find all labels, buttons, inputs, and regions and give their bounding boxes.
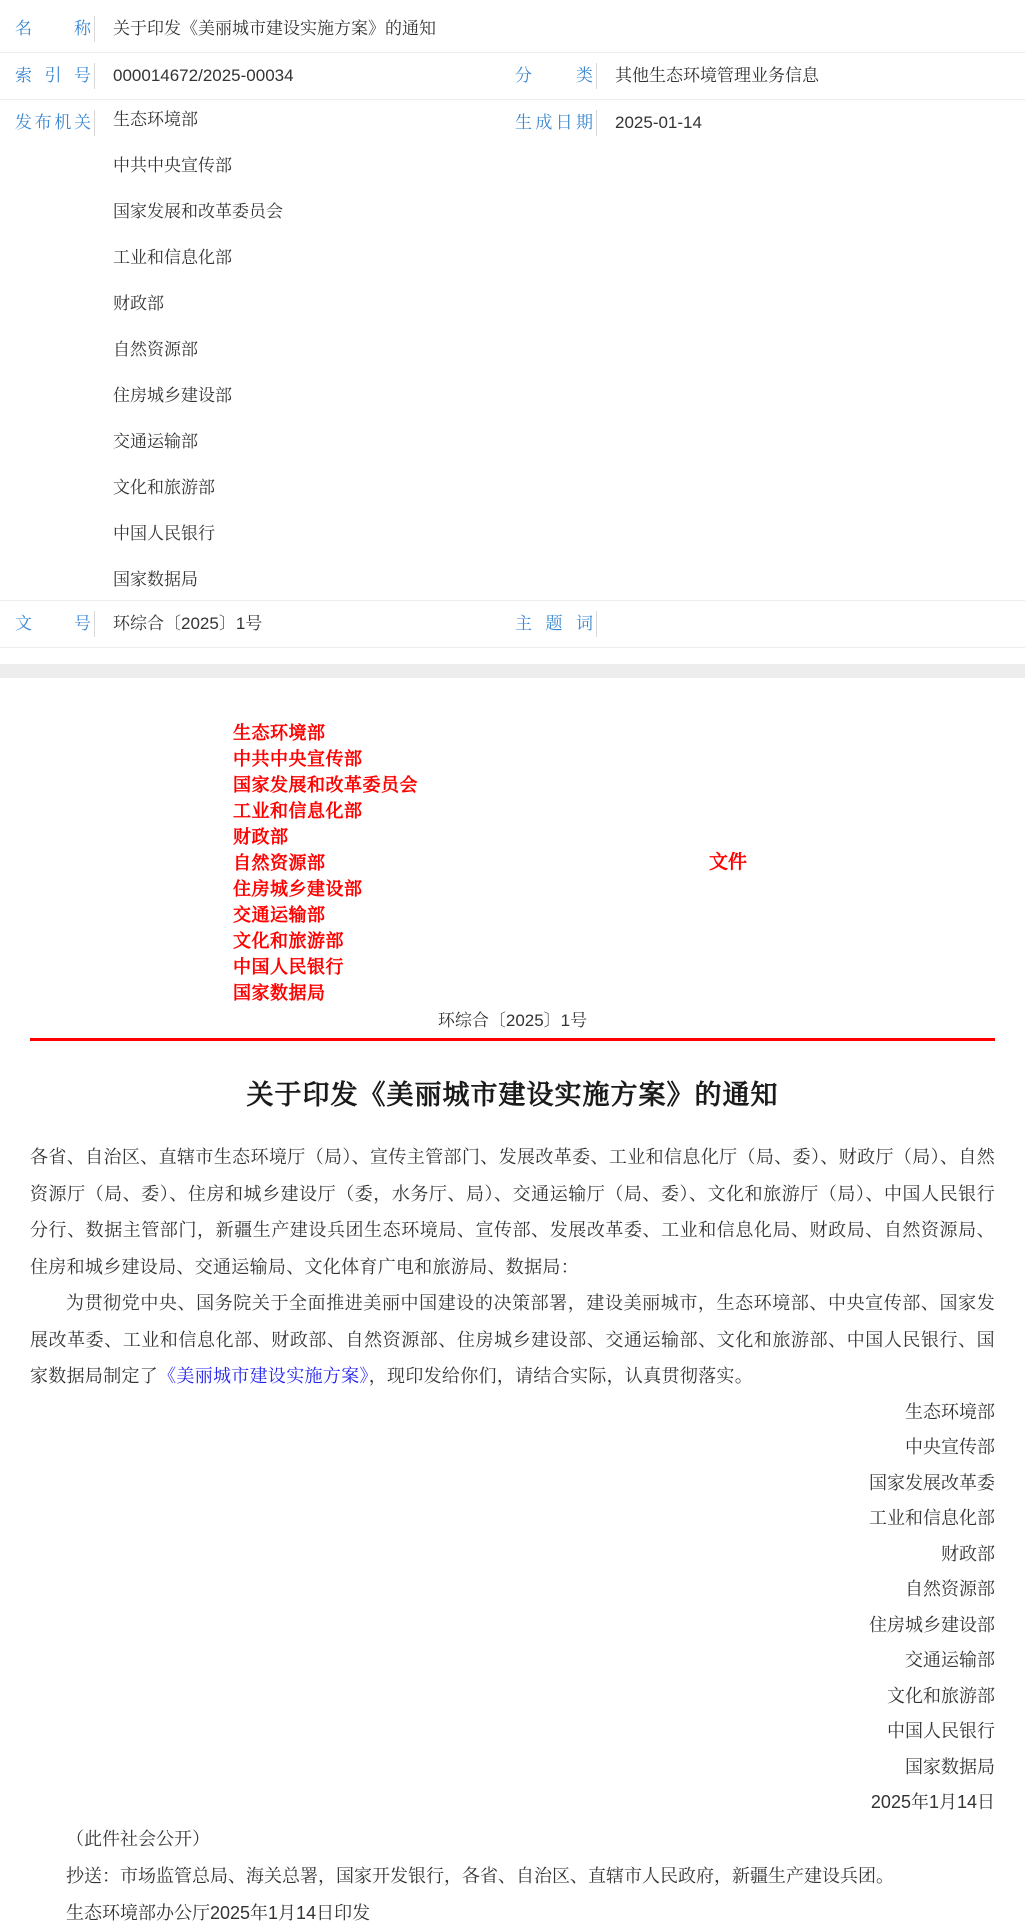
index-value: 000014672/2025-00034 bbox=[113, 66, 294, 85]
document-body bbox=[0, 720, 1025, 1932]
doc-number: 环综合〔2025〕1号 bbox=[437, 1011, 588, 1030]
signature-date: 2025年1月14日 bbox=[870, 1792, 995, 1812]
meta-row-index-category bbox=[0, 52, 1025, 99]
public-note: （此件社会公开） bbox=[66, 1828, 210, 1849]
index-cell bbox=[0, 63, 500, 89]
list-item: 生态环境部 bbox=[113, 110, 198, 129]
meta-row-name bbox=[0, 6, 1025, 52]
list-item: 工业和信息化部 bbox=[113, 248, 232, 267]
list-item: 国家数据局 bbox=[233, 983, 326, 1003]
list-item: 国家发展和改革委员会 bbox=[233, 775, 418, 795]
list-item: 中国人民银行 bbox=[233, 957, 344, 977]
list-item: 财政部 bbox=[941, 1543, 995, 1564]
meta-row-docnum-subject bbox=[0, 600, 1025, 647]
category-label: 分类 bbox=[515, 66, 593, 85]
red-rule bbox=[30, 1038, 995, 1041]
implementation-plan-link[interactable]: 《美丽城市建设实施方案》 bbox=[158, 1366, 369, 1386]
docnum-cell bbox=[0, 611, 500, 637]
date-label: 生成日期 bbox=[515, 113, 593, 132]
category-cell bbox=[500, 63, 1025, 89]
list-item: 生态环境部 bbox=[233, 723, 326, 743]
list-item: 中共中央宣传部 bbox=[233, 749, 363, 769]
list-item: 财政部 bbox=[233, 827, 289, 847]
list-item: 中共中央宣传部 bbox=[113, 156, 232, 175]
letterhead bbox=[30, 720, 995, 1006]
metadata-table bbox=[0, 0, 1025, 648]
issuer-list bbox=[95, 110, 283, 590]
list-item: 文化和旅游部 bbox=[113, 478, 215, 497]
name-value: 关于印发《美丽城市建设实施方案》的通知 bbox=[113, 19, 436, 38]
list-item: 国家数据局 bbox=[905, 1756, 995, 1777]
list-item: 中国人民银行 bbox=[113, 524, 215, 543]
section-separator bbox=[0, 664, 1025, 678]
date-cell bbox=[500, 110, 1025, 590]
list-item: 国家数据局 bbox=[113, 570, 198, 589]
addressee-paragraph: 各省、自治区、直辖市生态环境厅（局）、宣传主管部门、发展改革委、工业和信息化厅（局、委）、财政厅（局）、自然资源厅（局、委）、住房和城乡建设厅（委，水务厅、局）、交通运输厅（局、委）、文化和旅游厅（局）、中国人民银行分行、数据主管部门，新疆生产建设兵团生态环境局、宣传部、发展改革委、工业和信息化局、财政局、自然资源局、住房和城乡建设局、交通运输局、文化体育广电和旅游局、数据局： bbox=[30, 1147, 995, 1277]
letterhead-agency-list bbox=[30, 720, 995, 1006]
name-label: 名称 bbox=[15, 19, 91, 38]
list-item: 中央宣传部 bbox=[905, 1437, 995, 1457]
list-item: 生态环境部 bbox=[905, 1401, 995, 1422]
divider bbox=[596, 611, 597, 637]
subject-label: 主题词 bbox=[515, 614, 593, 633]
list-item: 文化和旅游部 bbox=[887, 1685, 995, 1706]
list-item: 交通运输部 bbox=[233, 905, 326, 925]
list-item: 自然资源部 bbox=[233, 853, 326, 873]
list-item: 文化和旅游部 bbox=[233, 931, 344, 951]
docnum-value: 环综合〔2025〕1号 bbox=[113, 614, 263, 633]
cc-line: 抄送：市场监管总局、海关总署，国家开发银行，各省、自治区、直辖市人民政府，新疆生产建设兵团。 bbox=[66, 1865, 894, 1886]
list-item: 交通运输部 bbox=[113, 432, 198, 451]
body-text-before-link: 为贯彻党中央、国务院关于全面推进美丽中国建设的决策部署，建设美丽城市，生态环境部、中央宣传部、国家发展改革委、工业和信息化部、财政部、自然资源部、住房城乡建设部、交通运输部、文化和旅游部、中国人民银行、国家数据局制定了 bbox=[30, 1293, 995, 1386]
list-item: 国家发展和改革委员会 bbox=[113, 202, 283, 221]
list-item: 工业和信息化部 bbox=[869, 1508, 995, 1528]
list-item: 交通运输部 bbox=[905, 1650, 995, 1670]
issuer-label: 发布机关 bbox=[15, 113, 91, 132]
list-item: 中国人民银行 bbox=[887, 1721, 995, 1741]
issuer-cell bbox=[0, 110, 500, 590]
list-item: 住房城乡建设部 bbox=[869, 1614, 995, 1635]
list-item: 国家发展改革委 bbox=[869, 1472, 995, 1493]
subject-cell bbox=[500, 611, 1025, 637]
list-item: 财政部 bbox=[113, 294, 164, 313]
body-text-after-link: ，现印发给你们，请结合实际，认真贯彻落实。 bbox=[368, 1366, 754, 1386]
list-item: 自然资源部 bbox=[905, 1579, 995, 1599]
category-value: 其他生态环境管理业务信息 bbox=[615, 66, 819, 85]
signature-block bbox=[30, 1395, 995, 1786]
wenjian-label: 文件 bbox=[709, 852, 748, 873]
body-paragraph bbox=[30, 1285, 995, 1395]
list-item: 工业和信息化部 bbox=[233, 801, 363, 821]
meta-row-issuer-date bbox=[0, 99, 1025, 600]
date-value: 2025-01-14 bbox=[615, 113, 702, 132]
list-item: 住房城乡建设部 bbox=[233, 879, 363, 899]
index-label: 索引号 bbox=[15, 66, 91, 85]
list-item: 住房城乡建设部 bbox=[113, 386, 232, 405]
docnum-label: 文号 bbox=[15, 614, 91, 633]
list-item: 自然资源部 bbox=[113, 340, 198, 359]
page-title: 关于印发《美丽城市建设实施方案》的通知 bbox=[246, 1080, 779, 1110]
print-line: 生态环境部办公厅2025年1月14日印发 bbox=[66, 1902, 371, 1923]
name-cell bbox=[0, 16, 1025, 42]
